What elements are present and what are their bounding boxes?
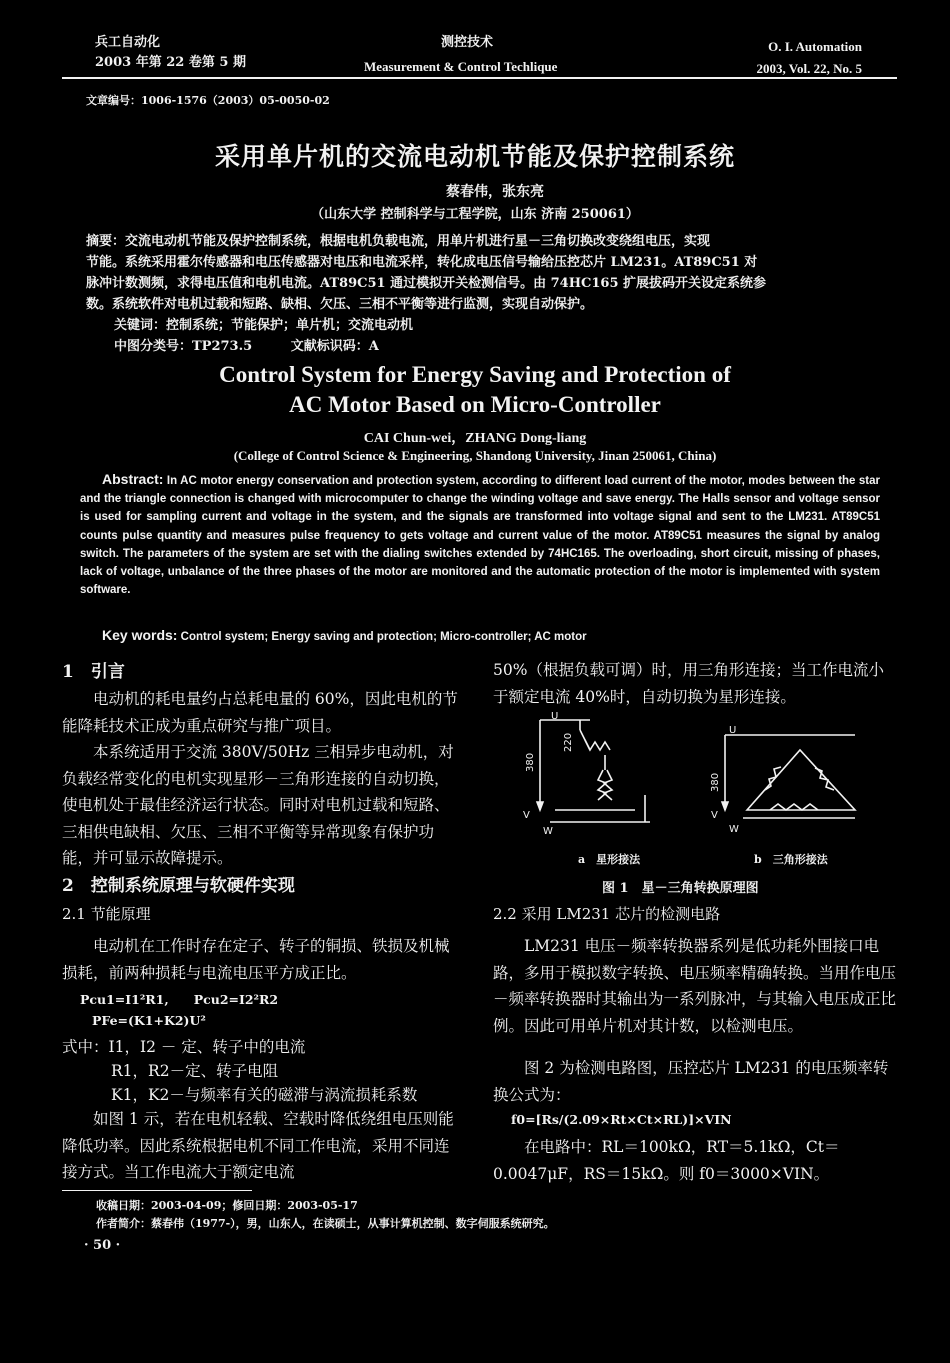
title-en-line-2: AC Motor Based on Micro-Controller: [289, 392, 661, 417]
figure-b-caption: b 三角形接法: [754, 853, 828, 866]
figure-1-caption: 图 1 星－三角转换原理图: [602, 881, 759, 896]
header-journal-cn: 兵工自动化: [95, 35, 161, 50]
header-journal-en: O. I. Automation: [768, 39, 862, 54]
paragraph: 图 2 为检测电路图，压控芯片 LM231 的电压频率转换公式为：: [493, 1059, 889, 1104]
header-rule: [62, 77, 897, 79]
document-code: 文献标识码：A: [290, 339, 379, 354]
abstract-cn-line: 脉冲计数测频，求得电压值和电机电流。AT89C51 通过模拟开关检测信号。由 74HC165 扩展拔码开关设定系统参: [86, 276, 767, 291]
header-issue-cn: 2003 年第 22 卷第 5 期: [95, 55, 246, 70]
delta-winding-coil: [815, 768, 834, 790]
header-journal-center-en: Measurement & Control Techlique: [364, 59, 558, 74]
label-220-star: 220: [563, 732, 574, 752]
keywords-en: Control system; Energy saving and protection; Micro-controller; AC motor: [180, 631, 587, 643]
authors-cn: 蔡春伟，张东亮: [446, 184, 544, 200]
paragraph: 如图 1 示，若在电机轻载、空载时降低绕组电压则能降低功率。因此系统根据电机不同工作电流，采用不同连接方式。当工作电流大于额定电流: [62, 1110, 454, 1181]
formula-copper-loss: Pcu1=I1²R1, Pcu2=I2²R2: [80, 992, 279, 1007]
paragraph: 50%（根据负载可调）时，用三角形连接；当工作电流小于额定电流 40%时，自动切换为星形连接。: [493, 661, 884, 706]
label-u-delta: U: [729, 725, 737, 736]
where-line-3: K1，K2－与频率有关的磁滞与涡流损耗系数: [111, 1086, 418, 1104]
authors-en: CAI Chun-wei，ZHANG Dong-liang: [363, 431, 587, 446]
affiliation-en: (College of Control Science & Engineering, Shandong University, Jinan 250061, China): [233, 448, 717, 463]
abstract-en-text: In AC motor energy conservation and protection system, according to different load current of the motor, modes between the star and the triangle connection is changed with microcomputer to change the winding voltage and save energy. The Halls sensor and voltage sensor is used for sampling current and voltage in the system, and the signals are transformed into voltage signal and sent to the LM231. AT89C51 counts pulse quantity and measures pulse frequency to gets voltage and current value of the motor. AT89C51 measures the signal by analog switch. The parameters of the system are set with the dialing switches extended by 74HC165. The overloading, short circuit, missing of phases, lack of voltage, unbalance of the three phases of the motor are monitored and the automatic protection of the motor is implemented with system software.: [80, 475, 880, 597]
formula-lm231: f0=[Rs/(2.09×Rt×Ct×RL)]×VIN: [511, 1112, 732, 1127]
label-v-delta: V: [711, 810, 718, 821]
star-winding-coil: [585, 740, 610, 750]
label-w-delta: W: [729, 824, 739, 835]
delta-winding-coil: [770, 804, 818, 810]
paragraph: LM231 电压－频率转换器系列是低功耗外围接口电路，多用于模拟数字转换、电压频率精确转换。当用作电压－频率转换器时其输出为一系列脉冲，与其输入电压成正比例。因此可用单片机对其计数，以检测电压。: [493, 937, 897, 1035]
arrow-icon: [722, 802, 728, 810]
abstract-cn: [86, 231, 886, 357]
section-2-title: 2 控制系统原理与软硬件实现: [62, 876, 295, 896]
paragraph: 电动机的耗电量约占总耗电量的 60%，因此电机的节能降耗技术正成为重点研究与推广项目。: [62, 690, 458, 735]
abstract-cn-line: 交流电动机节能及保护控制系统，根据电机负载电流，用单片机进行星－三角切换改变绕组电压，实现: [125, 234, 711, 249]
label-w-star: W: [543, 826, 553, 837]
section-2-2-title: 2.2 采用 LM231 芯片的检测电路: [493, 905, 721, 923]
title-cn: 采用单片机的交流电动机节能及保护控制系统: [214, 142, 735, 171]
author-bio: 作者简介：蔡春伟（1977-），男，山东人，在读硕士，从事计算机控制、数字伺服系统研究。: [96, 1217, 555, 1230]
article-number: 文章编号：1006-1576（2003）05-0050-02: [86, 94, 330, 107]
received-date: 收稿日期：2003-04-09；修回日期：2003-05-17: [96, 1199, 358, 1212]
label-380-star: 380: [525, 752, 536, 772]
header-journal-center: 测控技术: [441, 35, 494, 50]
arrow-icon: [537, 802, 543, 810]
star-winding-coil: [598, 770, 606, 800]
title-en-line-1: Control System for Energy Saving and Protection of: [219, 362, 731, 387]
figure-a-caption: a 星形接法: [578, 853, 641, 866]
where-line-2: R1，R2－定、转子电阻: [111, 1062, 279, 1080]
abstract-cn-line: 数。系统软件对电机过载和短路、缺相、欠压、三相不平衡等进行监测，实现自动保护。: [86, 297, 594, 312]
abstract-en: [80, 470, 880, 599]
classification-number: 中图分类号：TP273.5: [114, 339, 253, 354]
delta-triangle: [747, 750, 855, 810]
formula-iron-loss: PFe=(K1+K2)U²: [92, 1013, 206, 1028]
section-2-1-title: 2.1 节能原理: [62, 905, 151, 923]
label-u-star: U: [551, 711, 559, 722]
label-380-delta: 380: [710, 772, 721, 792]
figure-star-delta: [515, 710, 875, 838]
label-v-star: V: [523, 810, 530, 821]
keywords-en-block: [102, 626, 882, 646]
paragraph: 本系统适用于交流 380V/50Hz 三相异步电动机，对负载经常变化的电机实现星形－三角形连接的自动切换，使电机处于最佳经济运行状态。同时对电机过载和短路、三相供电缺相、欠压、三相不平衡等异常现象有保护功能，并可显示故障提示。: [62, 743, 454, 867]
abstract-cn-line: 节能。系统采用霍尔传感器和电压传感器对电压和电流采样，转化成电压信号输给压控芯片 LM231。AT89C51 对: [86, 255, 758, 270]
keywords-cn: 关键词：控制系统；节能保护；单片机；交流电动机: [114, 318, 414, 333]
paragraph: 在电路中：RL＝100kΩ，RT＝5.1kΩ，Ct＝0.0047μF，RS＝15kΩ。则 f0＝3000×VIN。: [493, 1138, 840, 1183]
footnote-rule: [62, 1190, 252, 1191]
abstract-en-label: Abstract:: [102, 471, 164, 487]
header-issue-en: 2003, Vol. 22, No. 5: [756, 61, 862, 76]
affiliation-cn: （山东大学 控制科学与工程学院，山东 济南 250061）: [311, 207, 639, 222]
paragraph: 电动机在工作时存在定子、转子的铜损、铁损及机械损耗，前两种损耗与电流电压平方成正比。: [62, 937, 450, 982]
abstract-cn-label: 摘要：: [86, 234, 126, 249]
page-number: · 50 ·: [84, 1238, 121, 1253]
section-1-title: 1 引言: [62, 662, 125, 682]
keywords-en-label: Key words:: [102, 627, 178, 643]
where-line-1: 式中：I1，I2 － 定、转子中的电流: [62, 1038, 306, 1056]
